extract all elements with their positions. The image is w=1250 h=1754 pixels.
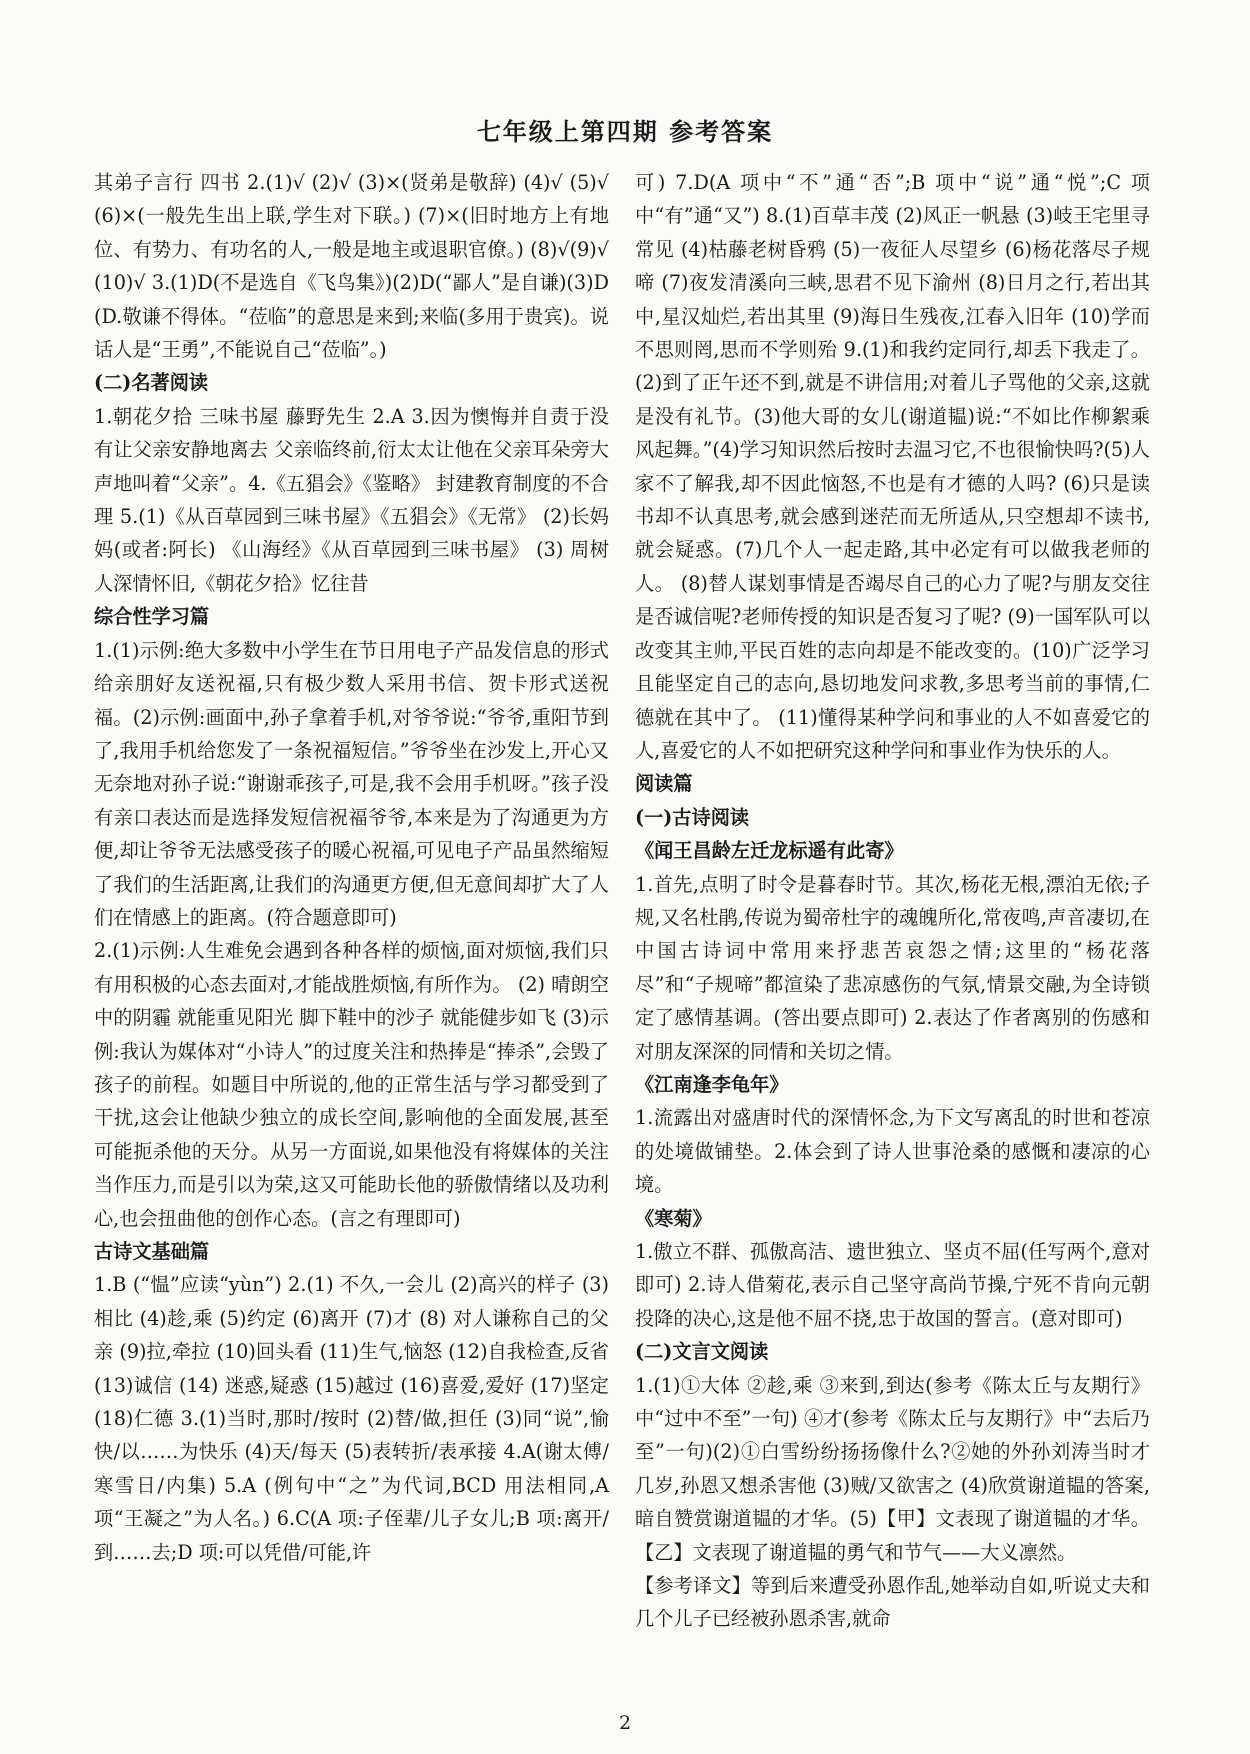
section-heading: 《闻王昌龄左迁龙标遥有此寄》 bbox=[635, 839, 904, 863]
section-heading: (二)名著阅读 bbox=[94, 371, 209, 395]
section-heading: (二)文言文阅读 bbox=[635, 1340, 769, 1364]
answer-paragraph: 1.B (“愠”应读“yùn”) 2.(1) 不久,一会儿 (2)高兴的样子 (3)相比 (4)趁,乘 (5)约定 (6)离开 (7)才 (8) 对人谦称自己的父亲 (9)拉,牵拉 (10)回头看 (11)生气,恼怒 (12)自我检查,反省 (13)诚信 (14) 迷惑,疑惑 (15)越过 (16)喜爱,爱好 (17)坚定 (18)仁德 3.(1)当时,那时/按时 (2)替/做,担任 (3)同“说”,愉快/以……为快乐 (4)天/每天 (5)表转折/表承接 4.A(谢太傅/寒雪日/内集) 5.A (例句中“之”为代词,BCD 用法相同,A 项“王凝之”为人名。) 6.C(A 项:子侄辈/儿子女儿;B 项:离开/到……去;D 项:可以凭借/可能,许 bbox=[94, 1273, 609, 1564]
page-title: 七年级上第四期 参考答案 bbox=[476, 117, 774, 146]
section-heading: (一)古诗阅读 bbox=[635, 805, 750, 829]
answer-paragraph: 2.(1)示例:人生难免会遇到各种各样的烦恼,面对烦恼,我们只有用积极的心态去面对,才能战胜烦恼,有所作为。 (2) 晴朗空中的阴霾 就能重见阳光 脚下鞋中的沙子 就能健步如飞 (3)示例:我认为媒体对“小诗人”的过度关注和热捧是“捧杀”,会毁了孩子的前程。如题目中所说的,他的正常生活与学习都受到了干扰,这会让他缺少独立的成长空间,影响他的全面发展,甚至可能扼杀他的天分。从另一方面说,如果他没有将媒体的关注当作压力,而是引以为荣,这又可能助长他的骄傲情绪以及功利心,也会扭曲他的创作心态。(言之有理即可) bbox=[94, 939, 609, 1230]
answer-paragraph: 1.首先,点明了时令是暮春时节。其次,杨花无根,漂泊无依;子规,又名杜鹃,传说为蜀帝杜宇的魂魄所化,常夜鸣,声音凄切,在中国古诗词中常用来抒悲苦哀怨之情;这里的“杨花落尽”和“子规啼”都渲染了悲凉感伤的气氛,情景交融,为全诗锁定了感情基调。(答出要点即可) 2.表达了作者离别的伤感和对朋友深深的同情和关切之情。 bbox=[635, 872, 1150, 1063]
section-heading: 古诗文基础篇 bbox=[94, 1240, 210, 1263]
answer-paragraph: 1.傲立不群、孤傲高洁、遗世独立、坚贞不屈(任写两个,意对即可) 2.诗人借菊花,表示自己坚守高尚节操,宁死不肯向元朝投降的决心,这是他不屈不挠,忠于故国的誓言。(意对即可) bbox=[635, 1240, 1150, 1330]
answer-paragraph: 1.朝花夕拾 三味书屋 藤野先生 2.A 3.因为懊悔并自责于没有让父亲安静地离去 父亲临终前,衍太太让他在父亲耳朵旁大声地叫着“父亲”。4.《五猖会》《鉴略》 封建教育制度的不合理 5.(1)《从百草园到三味书屋》《五猖会》《无常》 (2)长妈妈(或者:阿长) 《山海经》《从百草园到三味书屋》 (3) 周树人深情怀旧,《朝花夕拾》忆往昔 bbox=[94, 404, 609, 595]
answer-paragraph: 可) 7.D(A 项中“不”通“否”;B 项中“说”通“悦”;C 项中“有”通“又”) 8.(1)百草丰茂 (2)风正一帆悬 (3)岐王宅里寻常见 (4)枯藤老树昏鸦 (5)一夜征人尽望乡 (6)杨花落尽子规啼 (7)夜发清溪向三峡,思君不见下渝州 (8)日月之行,若出其中,星汉灿烂,若出其里 (9)海日生残夜,江春入旧年 (10)学而不思则罔,思而不学则殆 9.(1)和我约定同行,却丢下我走了。(2)到了正午还不到,就是不讲信用;对着儿子骂他的父亲,这就是没有礼节。(3)他大哥的女儿(谢道韫)说:“不如比作柳絮乘风起舞。”(4)学习知识然后按时去温习它,不也很愉快吗?(5)人家不了解我,却不因此恼怒,不也是有才德的人吗? (6)只是读书却不认真思考,就会感到迷茫而无所适从,只空想却不读书,就会疑惑。(7)几个人一起走路,其中必定有可以做我老师的人。 (8)替人谋划事情是否竭尽自己的心力了呢?与朋友交往是否诚信呢?老师传授的知识是否复习了呢? (9)一国军队可以改变其主帅,平民百姓的志向却是不能改变的。(10)广泛学习且能坚定自己的志向,恳切地发问求教,多思考当前的事情,仁德就在其中了。 (11)懂得某种学问和事业的人不如喜爱它的人,喜爱它的人不如把研究这种学问和事业作为快乐的人。 bbox=[635, 171, 1150, 762]
section-heading: 《江南逢李龟年》 bbox=[635, 1072, 789, 1096]
right-column bbox=[635, 166, 1150, 1636]
section-heading: 综合性学习篇 bbox=[94, 605, 210, 629]
left-column bbox=[94, 166, 609, 1569]
answer-paragraph: 【参考译文】等到后来遭受孙恩作乱,她举动自如,听说丈夫和几个儿子已经被孙恩杀害,就命 bbox=[635, 1574, 1150, 1631]
page-number: 2 bbox=[618, 1712, 632, 1734]
answer-paragraph: 1.流露出对盛唐时代的深情怀念,为下文写离乱的时世和苍凉的处境做铺垫。2.体会到了诗人世事沧桑的感慨和凄凉的心境。 bbox=[635, 1106, 1150, 1197]
section-heading: 阅读篇 bbox=[635, 772, 693, 796]
answer-paragraph: 其弟子言行 四书 2.(1)√ (2)√ (3)×(贤弟是敬辞) (4)√ (5)√ (6)×(一般先生出上联,学生对下联。) (7)×(旧时地方上有地位、有势力、有功名的人,一般是地主或退职官僚。) (8)√(9)√ (10)√ 3.(1)D(不是选自《飞鸟集》)(2)D(“鄙人”是自谦)(3)D(D.敬谦不得体。“莅临”的意思是来到;来临(多用于贵宾)。说话人是“王勇”,不能说自己“莅临”。) bbox=[94, 171, 609, 362]
section-heading: 《寒菊》 bbox=[635, 1206, 712, 1230]
answer-paragraph: 1.(1)①大体 ②趁,乘 ③来到,到达(参考《陈太丘与友期行》中“过中不至”一句) ④才(参考《陈太丘与友期行》中“去后乃至”一句)(2)①白雪纷纷扬扬像什么?②她的外孙刘涛当时才几岁,孙恩又想杀害他 (3)贼/又欲害之 (4)欣赏谢道韫的答案,暗自赞赏谢道韫的才华。(5)【甲】文表现了谢道韫的才华。【乙】文表现了谢道韫的勇气和节气——大义凛然。 bbox=[635, 1373, 1150, 1564]
answer-paragraph: 1.(1)示例:绝大多数中小学生在节日用电子产品发信息的形式给亲朋好友送祝福,只有极少数人采用书信、贺卡形式送祝福。(2)示例:画面中,孙子拿着手机,对爷爷说:“爷爷,重阳节到了,我用手机给您发了一条祝福短信。”爷爷坐在沙发上,开心又无奈地对孙子说:“谢谢乖孩子,可是,我不会用手机呀。”孩子没有亲口表达而是选择发短信祝福爷爷,本来是为了沟通更为方便,却让爷爷无法感受孩子的暖心祝福,可见电子产品虽然缩短了我们的生活距离,让我们的沟通更方便,但无意间却扩大了人们在情感上的距离。(符合题意即可) bbox=[94, 638, 609, 929]
